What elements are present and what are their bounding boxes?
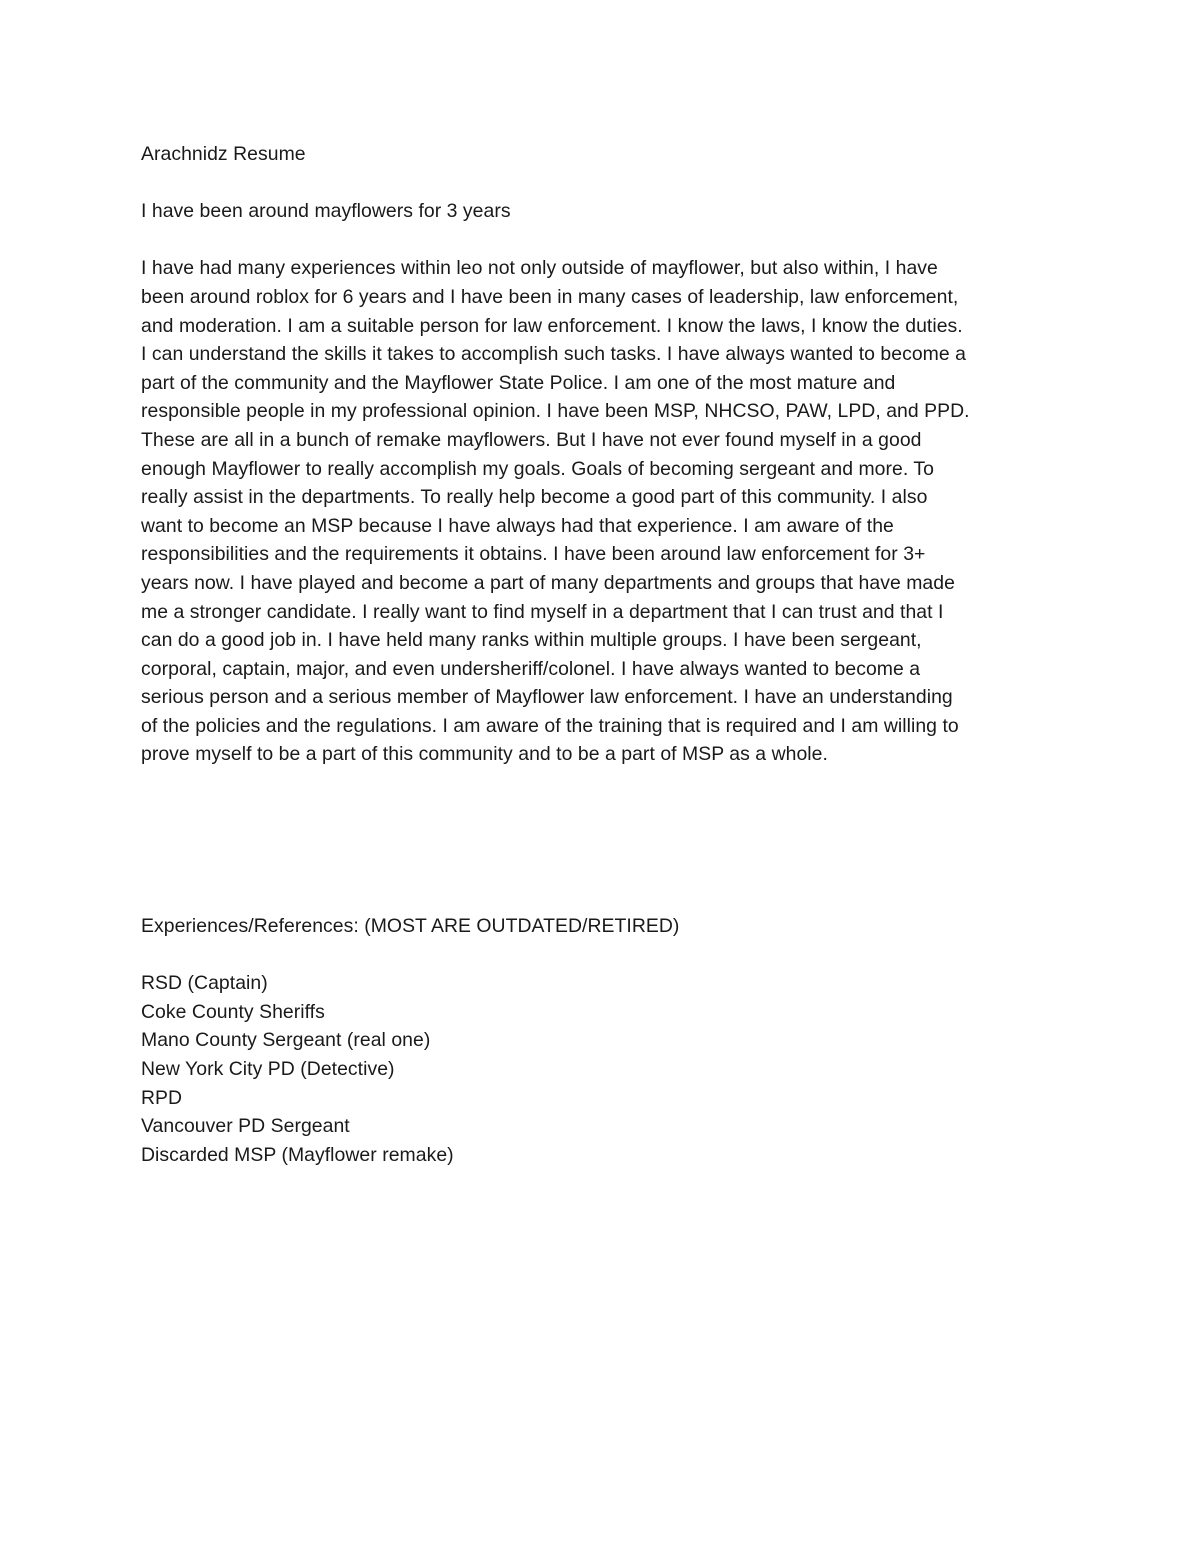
reference-item: Coke County Sheriffs bbox=[141, 1000, 325, 1023]
body-line: can do a good job in. I have held many ranks within multiple groups. I have been sergeant, bbox=[141, 629, 922, 652]
body-line: enough Mayflower to really accomplish my goals. Goals of becoming sergeant and more. To bbox=[141, 457, 934, 480]
spacer bbox=[141, 941, 1071, 970]
references-heading: Experiences/References: (MOST ARE OUTDATED/RETIRED) bbox=[141, 915, 680, 938]
body-line: and moderation. I am a suitable person for law enforcement. I know the laws, I know the duties. bbox=[141, 314, 963, 337]
body-line: been around roblox for 6 years and I have been in many cases of leadership, law enforcement, bbox=[141, 285, 959, 308]
intro-line: I have been around mayflowers for 3 years bbox=[141, 200, 511, 223]
body-line: want to become an MSP because I have always had that experience. I am aware of the bbox=[141, 514, 894, 537]
reference-item: Vancouver PD Sergeant bbox=[141, 1115, 350, 1138]
body-line: I can understand the skills it takes to accomplish such tasks. I have always wanted to become a bbox=[141, 343, 966, 366]
body-line: I have had many experiences within leo not only outside of mayflower, but also within, I have bbox=[141, 257, 938, 280]
references-list bbox=[141, 969, 1071, 1169]
body-line: prove myself to be a part of this community and to be a part of MSP as a whole. bbox=[141, 743, 828, 766]
body-paragraph bbox=[141, 254, 1071, 769]
document-title: Arachnidz Resume bbox=[141, 143, 306, 165]
spacer bbox=[141, 769, 1071, 912]
body-line: of the policies and the regulations. I am aware of the training that is required and I am willing to bbox=[141, 714, 959, 737]
body-line: responsible people in my professional opinion. I have been MSP, NHCSO, PAW, LPD, and PPD. bbox=[141, 400, 970, 423]
document-content bbox=[141, 140, 1071, 1169]
body-line: corporal, captain, major, and even undersheriff/colonel. I have always wanted to become a bbox=[141, 657, 921, 680]
body-line: part of the community and the Mayflower State Police. I am one of the most mature and bbox=[141, 371, 896, 394]
body-line: These are all in a bunch of remake mayflowers. But I have not ever found myself in a good bbox=[141, 428, 922, 451]
reference-item: Mano County Sergeant (real one) bbox=[141, 1029, 431, 1052]
spacer bbox=[141, 226, 1071, 255]
reference-item: RPD bbox=[141, 1086, 183, 1109]
body-line: me a stronger candidate. I really want to find myself in a department that I can trust and that I bbox=[141, 600, 944, 623]
body-line: years now. I have played and become a part of many departments and groups that have made bbox=[141, 571, 955, 594]
reference-item: New York City PD (Detective) bbox=[141, 1058, 395, 1081]
reference-item: Discarded MSP (Mayflower remake) bbox=[141, 1143, 454, 1166]
body-line: responsibilities and the requirements it obtains. I have been around law enforcement for 3+ bbox=[141, 543, 926, 566]
reference-item: RSD (Captain) bbox=[141, 972, 268, 995]
body-line: really assist in the departments. To really help become a good part of this community. I also bbox=[141, 486, 928, 509]
body-line: serious person and a serious member of Mayflower law enforcement. I have an understanding bbox=[141, 686, 953, 709]
spacer bbox=[141, 169, 1071, 198]
